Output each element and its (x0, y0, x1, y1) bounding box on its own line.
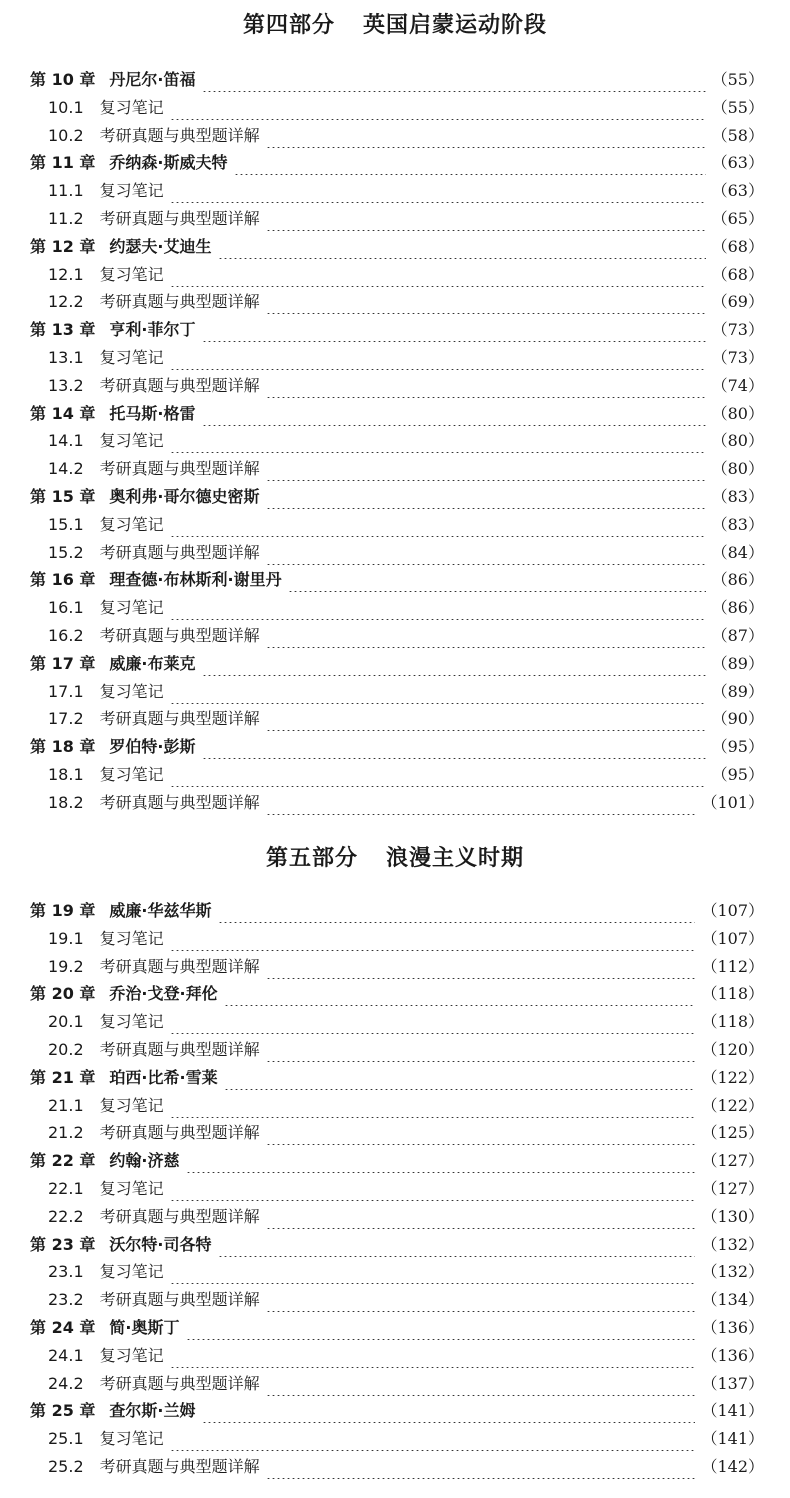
dot-leader (170, 96, 706, 120)
dot-leader (234, 151, 706, 175)
dot-leader (266, 290, 706, 314)
section-number: 25.2 (48, 1457, 84, 1476)
section-title: 考研真题与典型题详解 (99, 1040, 260, 1059)
section-number: 11.1 (48, 181, 84, 200)
toc-chapter-row[interactable] (30, 899, 764, 923)
section-title: 考研真题与典型题详解 (99, 1457, 260, 1476)
section-number: 22.2 (48, 1207, 84, 1226)
toc-section-row[interactable] (48, 207, 764, 231)
dot-leader (170, 1260, 696, 1284)
dot-leader (224, 1066, 696, 1090)
toc-section-row[interactable] (48, 124, 764, 148)
toc-section-row[interactable] (48, 955, 764, 979)
part-number: 第五部分 (265, 845, 358, 871)
toc-chapter-row[interactable] (30, 235, 764, 259)
part-4-title (0, 10, 790, 40)
chapter-number: 第 17 章 (30, 654, 96, 673)
toc-chapter-row[interactable] (30, 568, 764, 592)
dot-leader (170, 1010, 696, 1034)
section-title: 复习笔记 (99, 1346, 164, 1365)
page-number: （63） (711, 181, 764, 200)
toc-section-row[interactable] (48, 1455, 764, 1479)
dot-leader (170, 680, 706, 704)
page-number: （63） (711, 153, 764, 172)
section-number: 10.1 (48, 98, 84, 117)
chapter-title: 珀西·比希·雪莱 (109, 1068, 218, 1087)
toc-section-row[interactable] (48, 179, 764, 203)
dot-leader (266, 541, 706, 565)
chapter-number: 第 19 章 (30, 901, 96, 920)
part-name: 浪漫主义时期 (386, 845, 525, 871)
section-title: 复习笔记 (99, 265, 164, 284)
section-number: 23.2 (48, 1290, 84, 1309)
toc-chapter-row[interactable] (30, 151, 764, 175)
toc-section-row[interactable] (48, 1288, 764, 1312)
section-title: 复习笔记 (99, 598, 164, 617)
dot-leader (266, 207, 706, 231)
chapter-title: 威廉·布莱克 (109, 654, 196, 673)
page-number: （68） (711, 237, 764, 256)
section-number: 12.2 (48, 292, 84, 311)
section-number: 19.2 (48, 957, 84, 976)
section-number: 21.1 (48, 1096, 84, 1115)
page-number: （122） (701, 1068, 764, 1087)
section-number: 21.2 (48, 1123, 84, 1142)
chapter-number: 第 22 章 (30, 1151, 96, 1170)
page-number: （74） (711, 376, 764, 395)
page-number: （132） (701, 1235, 764, 1254)
chapter-title: 理查德·布林斯利·谢里丹 (109, 570, 282, 589)
toc-section-row[interactable] (48, 1205, 764, 1229)
section-title: 复习笔记 (99, 348, 164, 367)
page-number: （89） (711, 682, 764, 701)
section-title: 复习笔记 (99, 98, 164, 117)
chapter-title: 奥利弗·哥尔德史密斯 (109, 487, 260, 506)
section-title: 考研真题与典型题详解 (99, 292, 260, 311)
toc-chapter-row[interactable] (30, 982, 764, 1006)
chapter-number: 第 25 章 (30, 1401, 96, 1420)
chapter-title: 约翰·济慈 (109, 1151, 180, 1170)
toc-section-row[interactable] (48, 927, 764, 951)
section-title: 复习笔记 (99, 929, 164, 948)
toc-section-row[interactable] (48, 624, 764, 648)
section-number: 16.1 (48, 598, 84, 617)
page-number: （90） (711, 709, 764, 728)
toc-section-row[interactable] (48, 263, 764, 287)
section-number: 11.2 (48, 209, 84, 228)
chapter-number: 第 15 章 (30, 487, 96, 506)
section-title: 复习笔记 (99, 1262, 164, 1281)
dot-leader (170, 346, 706, 370)
section-title: 考研真题与典型题详解 (99, 1290, 260, 1309)
chapter-number: 第 18 章 (30, 737, 96, 756)
section-title: 复习笔记 (99, 1012, 164, 1031)
page-number: （69） (711, 292, 764, 311)
toc-section-row[interactable] (48, 1010, 764, 1034)
section-number: 24.2 (48, 1374, 84, 1393)
toc-section-row[interactable] (48, 429, 764, 453)
section-number: 12.1 (48, 265, 84, 284)
section-number: 15.2 (48, 543, 84, 562)
section-number: 15.1 (48, 515, 84, 534)
dot-leader (266, 457, 706, 481)
toc-section-row[interactable] (48, 596, 764, 620)
toc-chapter-row[interactable] (30, 318, 764, 342)
toc-chapter-row[interactable] (30, 1233, 764, 1257)
page-number: （101） (701, 793, 764, 812)
dot-leader (202, 1399, 696, 1423)
section-title: 考研真题与典型题详解 (99, 459, 260, 478)
toc-section-row[interactable] (48, 541, 764, 565)
toc-chapter-row[interactable] (30, 735, 764, 759)
toc-section-row[interactable] (48, 290, 764, 314)
dot-leader (170, 1094, 696, 1118)
section-title: 考研真题与典型题详解 (99, 1207, 260, 1226)
chapter-title: 沃尔特·司各特 (109, 1235, 212, 1254)
page-number: （83） (711, 515, 764, 534)
dot-leader (202, 652, 706, 676)
dot-leader (266, 124, 706, 148)
dot-leader (202, 318, 706, 342)
chapter-number: 第 14 章 (30, 404, 96, 423)
page-number: （55） (711, 70, 764, 89)
page-number: （87） (711, 626, 764, 645)
dot-leader (170, 596, 706, 620)
section-title: 考研真题与典型题详解 (99, 709, 260, 728)
dot-leader (224, 982, 696, 1006)
toc-section-row[interactable] (48, 1372, 764, 1396)
toc-section-row[interactable] (48, 1121, 764, 1145)
page-number: （80） (711, 431, 764, 450)
dot-leader (202, 68, 706, 92)
page-number: （112） (701, 957, 764, 976)
dot-leader (218, 235, 706, 259)
page-number: （55） (711, 98, 764, 117)
section-number: 19.1 (48, 929, 84, 948)
toc-section-row[interactable] (48, 1038, 764, 1062)
page-number: （134） (701, 1290, 764, 1309)
dot-leader (170, 513, 706, 537)
section-title: 考研真题与典型题详解 (99, 957, 260, 976)
section-title: 考研真题与典型题详解 (99, 376, 260, 395)
toc-chapter-row[interactable] (30, 485, 764, 509)
part-name: 英国启蒙运动阶段 (363, 12, 548, 38)
toc-section-row[interactable] (48, 513, 764, 537)
chapter-title: 威廉·华兹华斯 (109, 901, 212, 920)
page-number: （65） (711, 209, 764, 228)
page-number: （107） (701, 901, 764, 920)
toc-section-row[interactable] (48, 1427, 764, 1451)
chapter-title: 乔纳森·斯威夫特 (109, 153, 228, 172)
toc-section-row[interactable] (48, 1344, 764, 1368)
dot-leader (266, 1121, 696, 1145)
dot-leader (170, 263, 706, 287)
section-number: 17.1 (48, 682, 84, 701)
section-number: 22.1 (48, 1179, 84, 1198)
toc-section-row[interactable] (48, 96, 764, 120)
toc-chapter-row[interactable] (30, 1066, 764, 1090)
chapter-number: 第 11 章 (30, 153, 96, 172)
dot-leader (170, 763, 706, 787)
section-number: 20.1 (48, 1012, 84, 1031)
chapter-number: 第 12 章 (30, 237, 96, 256)
section-number: 18.1 (48, 765, 84, 784)
page-number: （68） (711, 265, 764, 284)
page-number: （122） (701, 1096, 764, 1115)
chapter-title: 乔治·戈登·拜伦 (109, 984, 218, 1003)
toc-chapter-row[interactable] (30, 1149, 764, 1173)
part-number: 第四部分 (242, 12, 335, 38)
section-number: 20.2 (48, 1040, 84, 1059)
dot-leader (170, 1344, 696, 1368)
section-title: 复习笔记 (99, 515, 164, 534)
page-number: （86） (711, 570, 764, 589)
toc-chapter-row[interactable] (30, 68, 764, 92)
part-5-title (0, 843, 790, 873)
page-number: （127） (701, 1179, 764, 1198)
chapter-title: 亨利·菲尔丁 (109, 320, 196, 339)
dot-leader (266, 1455, 696, 1479)
toc-chapter-row[interactable] (30, 1316, 764, 1340)
page-number: （125） (701, 1123, 764, 1142)
toc-section-row[interactable] (48, 791, 764, 815)
page-number: （120） (701, 1040, 764, 1059)
toc-chapter-row[interactable] (30, 652, 764, 676)
chapter-title: 罗伯特·彭斯 (109, 737, 196, 756)
page-number: （141） (701, 1401, 764, 1420)
dot-leader (266, 374, 706, 398)
section-number: 10.2 (48, 126, 84, 145)
section-number: 24.1 (48, 1346, 84, 1365)
dot-leader (170, 179, 706, 203)
page-number: （86） (711, 598, 764, 617)
section-title: 考研真题与典型题详解 (99, 1123, 260, 1142)
page-number: （130） (701, 1207, 764, 1226)
page-number: （73） (711, 320, 764, 339)
dot-leader (266, 1288, 696, 1312)
chapter-number: 第 20 章 (30, 984, 96, 1003)
page-number: （58） (711, 126, 764, 145)
dot-leader (202, 402, 706, 426)
dot-leader (218, 1233, 696, 1257)
chapter-title: 查尔斯·兰姆 (109, 1401, 196, 1420)
page-number: （142） (701, 1457, 764, 1476)
section-number: 13.2 (48, 376, 84, 395)
page-number: （137） (701, 1374, 764, 1393)
toc-section-row[interactable] (48, 680, 764, 704)
dot-leader (266, 624, 706, 648)
chapter-title: 丹尼尔·笛福 (109, 70, 196, 89)
section-number: 14.1 (48, 431, 84, 450)
chapter-title: 托马斯·格雷 (109, 404, 196, 423)
chapter-title: 简·奥斯丁 (109, 1318, 180, 1337)
section-title: 复习笔记 (99, 1096, 164, 1115)
chapter-number: 第 23 章 (30, 1235, 96, 1254)
dot-leader (170, 1427, 696, 1451)
page-number: （136） (701, 1346, 764, 1365)
section-title: 复习笔记 (99, 431, 164, 450)
toc-section-row[interactable] (48, 374, 764, 398)
page-number: （80） (711, 404, 764, 423)
page-number: （141） (701, 1429, 764, 1448)
section-title: 复习笔记 (99, 765, 164, 784)
section-number: 23.1 (48, 1262, 84, 1281)
section-title: 复习笔记 (99, 682, 164, 701)
section-title: 复习笔记 (99, 1179, 164, 1198)
dot-leader (266, 1372, 696, 1396)
chapter-number: 第 21 章 (30, 1068, 96, 1087)
section-title: 复习笔记 (99, 1429, 164, 1448)
chapter-number: 第 16 章 (30, 570, 96, 589)
toc-section-row[interactable] (48, 1094, 764, 1118)
chapter-number: 第 13 章 (30, 320, 96, 339)
chapter-number: 第 10 章 (30, 70, 96, 89)
dot-leader (218, 899, 696, 923)
dot-leader (266, 1205, 696, 1229)
toc-chapter-row[interactable] (30, 1399, 764, 1423)
toc-section-row[interactable] (48, 1177, 764, 1201)
dot-leader (170, 1177, 696, 1201)
page-number: （132） (701, 1262, 764, 1281)
page-number: （84） (711, 543, 764, 562)
page-number: （95） (711, 765, 764, 784)
dot-leader (170, 429, 706, 453)
page-number: （118） (701, 984, 764, 1003)
toc-section-row[interactable] (48, 707, 764, 731)
toc-section-row[interactable] (48, 457, 764, 481)
section-number: 18.2 (48, 793, 84, 812)
section-title: 考研真题与典型题详解 (99, 543, 260, 562)
dot-leader (266, 485, 706, 509)
dot-leader (170, 927, 696, 951)
toc-section-row[interactable] (48, 346, 764, 370)
dot-leader (266, 791, 696, 815)
section-number: 25.1 (48, 1429, 84, 1448)
section-number: 13.1 (48, 348, 84, 367)
section-title: 考研真题与典型题详解 (99, 626, 260, 645)
page-number: （83） (711, 487, 764, 506)
toc-section-row[interactable] (48, 763, 764, 787)
section-title: 复习笔记 (99, 181, 164, 200)
dot-leader (186, 1149, 696, 1173)
section-title: 考研真题与典型题详解 (99, 209, 260, 228)
page-number: （118） (701, 1012, 764, 1031)
toc-section-row[interactable] (48, 1260, 764, 1284)
page-number: （127） (701, 1151, 764, 1170)
dot-leader (266, 1038, 696, 1062)
dot-leader (288, 568, 706, 592)
dot-leader (266, 707, 706, 731)
dot-leader (186, 1316, 696, 1340)
section-title: 考研真题与典型题详解 (99, 126, 260, 145)
section-number: 16.2 (48, 626, 84, 645)
page-number: （136） (701, 1318, 764, 1337)
dot-leader (266, 955, 696, 979)
section-number: 17.2 (48, 709, 84, 728)
dot-leader (202, 735, 706, 759)
page-number: （107） (701, 929, 764, 948)
page-number: （73） (711, 348, 764, 367)
section-number: 14.2 (48, 459, 84, 478)
chapter-number: 第 24 章 (30, 1318, 96, 1337)
page-number: （80） (711, 459, 764, 478)
section-title: 考研真题与典型题详解 (99, 1374, 260, 1393)
page-number: （89） (711, 654, 764, 673)
section-title: 考研真题与典型题详解 (99, 793, 260, 812)
page-number: （95） (711, 737, 764, 756)
toc-chapter-row[interactable] (30, 402, 764, 426)
chapter-title: 约瑟夫·艾迪生 (109, 237, 212, 256)
